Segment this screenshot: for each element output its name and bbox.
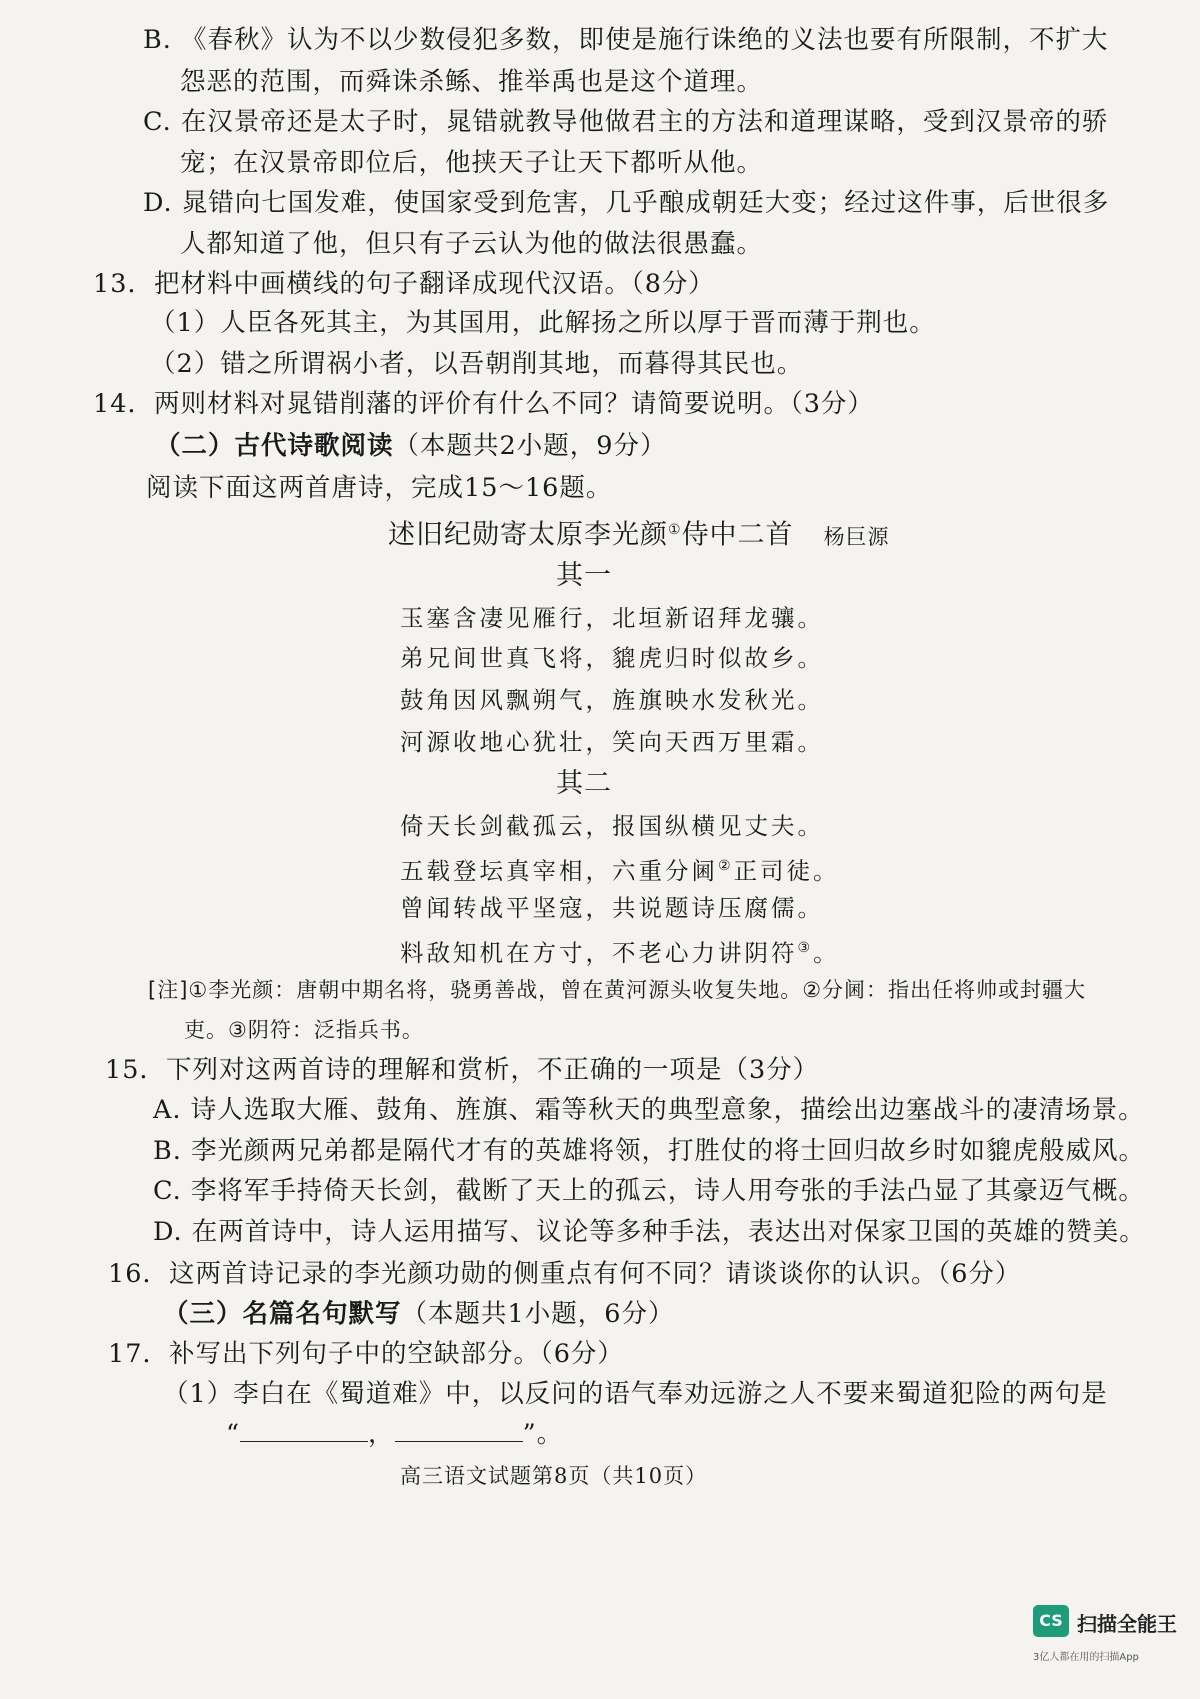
poem-1-line-1: 玉塞含凄见雁行，北垣新诏拜龙骧。: [400, 604, 824, 632]
q17-answer-line: [226, 1416, 563, 1452]
poem-note-line-1: [注]①李光颜：唐朝中期名将，骁勇善战，曾在黄河源头收复失地。②分阃：指出任将帅或封疆大: [148, 978, 1087, 1002]
q13-sentence-2: （2）错之所谓祸小者，以吾朝削其地，而暮得其民也。: [150, 349, 804, 379]
section-3-heading: [163, 1296, 674, 1332]
poem-author: 杨巨源: [823, 524, 890, 549]
q12-option-c-line1: C. 在汉景帝还是太子时，晁错就教导他做君主的方法和道理谋略，受到汉景帝的骄: [143, 107, 1109, 137]
q17-stem: 17．补写出下列句子中的空缺部分。（6分）: [108, 1339, 624, 1369]
poem-1-line-3: 鼓角因风飘朔气，旌旗映水发秋光。: [400, 686, 824, 714]
q15-option-a: A. 诗人选取大雁、鼓角、旌旗、霜等秋天的典型意象，描绘出边塞战斗的凄清场景。: [153, 1095, 1145, 1125]
q15-stem: 15．下列对这两首诗的理解和赏析，不正确的一项是（3分）: [105, 1055, 820, 1085]
section-2-info: （本题共2小题，9分）: [393, 431, 667, 461]
poem-2-line-4-b: 。: [813, 938, 840, 967]
footnote-mark-2: ②: [718, 858, 734, 874]
poem-2-line-2-a: 五载登坛真宰相，六重分阃: [400, 856, 718, 885]
q12-option-d-line2: 人都知道了他，但只有子云认为他的做法很愚蠢。: [180, 229, 764, 259]
cs-logo-icon: CS: [1033, 1605, 1069, 1637]
q14-stem: 14．两则材料对晁错削藩的评价有什么不同？请简要说明。（3分）: [93, 389, 874, 419]
poem-1-line-2: 弟兄间世真飞将，貔虎归时似故乡。: [400, 644, 824, 672]
comma: ，: [368, 1419, 395, 1449]
section-2-intro: 阅读下面这两首唐诗，完成15～16题。: [146, 473, 613, 503]
q12-option-d-line1: D. 晁错向七国发难，使国家受到危害，几乎酿成朝廷大变；经过这件事，后世很多: [143, 188, 1110, 218]
scanner-watermark: [1033, 1605, 1177, 1685]
q15-option-b: B. 李光颜两兄弟都是隔代才有的英雄将领，打胜仗的将士回归故乡时如貔虎般威风。: [153, 1136, 1145, 1166]
poem-title-part-b: 侍中二首: [681, 519, 794, 551]
close-quote: ”。: [522, 1419, 564, 1449]
poem-2-line-2-b: 正司徒。: [733, 856, 840, 885]
poem-title: [388, 512, 890, 555]
section-2-title: （二）古代诗歌阅读: [155, 431, 394, 461]
q12-option-c-line2: 宠；在汉景帝即位后，他挟天子让天下都听从他。: [180, 148, 764, 178]
q15-option-d: D. 在两首诗中，诗人运用描写、议论等多种手法，表达出对保家卫国的英雄的赞美。: [153, 1217, 1146, 1247]
poem-part-2-heading: 其二: [556, 768, 612, 799]
footnote-mark-1: ①: [668, 522, 682, 538]
page-footer: 高三语文试题第8页（共10页）: [400, 1464, 708, 1488]
footnote-mark-3: ③: [797, 940, 814, 956]
scanner-app-name: 扫描全能王: [1077, 1612, 1177, 1636]
q13-stem: 13．把材料中画横线的句子翻译成现代汉语。（8分）: [93, 269, 715, 299]
q15-option-c: C. 李将军手持倚天长剑，截断了天上的孤云，诗人用夸张的手法凸显了其豪迈气概。: [153, 1176, 1145, 1206]
poem-title-part-a: 述旧纪勋寄太原李光颜: [388, 519, 668, 551]
q12-option-b-line2: 怨恶的范围，而舜诛杀鲧、推举禹也是这个道理。: [180, 67, 764, 97]
poem-2-line-4: [400, 930, 840, 971]
answer-blank-2[interactable]: [395, 1419, 523, 1442]
open-quote: “: [226, 1419, 241, 1449]
q16-stem: 16．这两首诗记录的李光颜功勋的侧重点有何不同？请谈谈你的认识。（6分）: [108, 1259, 1022, 1289]
poem-note-line-2: 吏。③阴符：泛指兵书。: [184, 1018, 424, 1042]
q12-option-b-line1: B. 《春秋》认为不以少数侵犯多数，即使是施行诛绝的义法也要有所限制，不扩大: [143, 25, 1109, 55]
scanner-tagline: 3亿人都在用的扫描App: [1033, 1652, 1139, 1663]
poem-2-line-2: [400, 848, 840, 889]
poem-2-line-1: 倚天长剑截孤云，报国纵横见丈夫。: [400, 812, 824, 840]
poem-1-line-4: 河源收地心犹壮，笑向天西万里霜。: [400, 728, 824, 756]
section-2-heading: [155, 428, 666, 464]
q17-sentence-1: （1）李白在《蜀道难》中，以反问的语气奉劝远游之人不要来蜀道犯险的两句是: [163, 1379, 1108, 1409]
section-3-title: （三）名篇名句默写: [163, 1299, 402, 1329]
answer-blank-1[interactable]: [240, 1419, 368, 1442]
q13-sentence-1: （1）人臣各死其主，为其国用，此解扬之所以厚于晋而薄于荆也。: [150, 308, 936, 338]
poem-part-1-heading: 其一: [556, 560, 612, 591]
poem-2-line-3: 曾闻转战平坚寇，共说题诗压腐儒。: [400, 894, 824, 922]
section-3-info: （本题共1小题，6分）: [401, 1299, 675, 1329]
poem-2-line-4-a: 料敌知机在方寸，不老心力讲阴符: [400, 938, 798, 967]
